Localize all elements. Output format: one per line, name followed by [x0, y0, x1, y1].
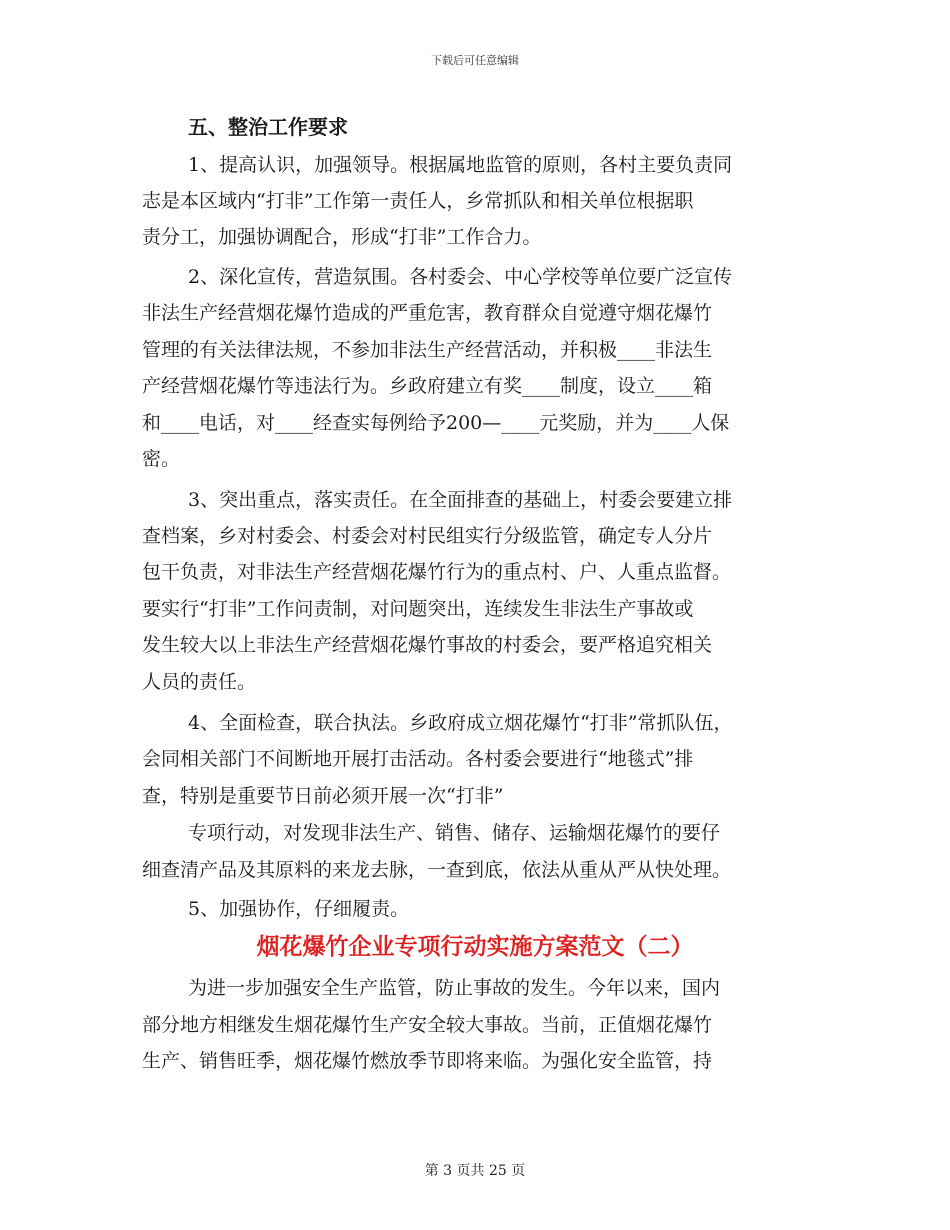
paragraph-line: 生产、销售旺季，烟花爆竹燃放季节即将来临。为强化安全监管，持 [142, 1050, 713, 1072]
paragraph-line: 1、提高认识，加强领导。根据属地监管的原则，各村主要负责同 [188, 154, 733, 176]
page-footer: 第 3 页共 25 页 [424, 1163, 526, 1179]
paragraph-line: 查档案，乡对村委会、村委会对村民组实行分级监管，确定专人分片 [142, 525, 713, 547]
paragraph-line: 专项行动，对发现非法生产、销售、储存、运输烟花爆竹的要仔 [188, 822, 721, 844]
section-title: 烟花爆竹企业专项行动实施方案范文（二） [256, 933, 694, 960]
paragraph-line: 会同相关部门不间断地开展打击活动。各村委会要进行“地毯式”排 [142, 748, 694, 770]
paragraph-line: 发生较大以上非法生产经营烟花爆竹事故的村委会，要严格追究相关 [142, 634, 713, 656]
paragraph-line: 细查清产品及其原料的来龙去脉，一查到底，依法从重从严从快处理。 [142, 859, 732, 881]
paragraph-line: 密。 [142, 448, 181, 470]
paragraph-line: 2、深化宣传，营造氛围。各村委会、中心学校等单位要广泛宣传 [188, 266, 733, 288]
paragraph-line: 非法生产经营烟花爆竹造成的严重危害，教育群众自觉遵守烟花爆竹 [142, 302, 713, 324]
paragraph-line: 责分工，加强协调配合，形成“打非”工作合力。 [142, 226, 542, 248]
paragraph-line: 包干负责，对非法生产经营烟花爆竹行为的重点村、户、人重点监督。 [142, 561, 732, 583]
paragraph-line: 查，特别是重要节日前必须开展一次“打非” [142, 785, 504, 807]
paragraph-line: 5、加强协作，仔细履责。 [188, 898, 410, 920]
paragraph-line: 管理的有关法律法规，不参加非法生产经营活动，并积极____非法生 [142, 339, 713, 361]
paragraph-line: 要实行“打非”工作问责制，对问题突出，连续发生非法生产事故或 [142, 598, 694, 620]
paragraph-line: 3、突出重点，落实责任。在全面排查的基础上，村委会要建立排 [188, 489, 733, 511]
page-header: 下载后可任意编辑 [431, 54, 519, 67]
paragraph-line: 部分地方相继发生烟花爆竹生产安全较大事故。当前，正值烟花爆竹 [142, 1014, 713, 1036]
paragraph-line: 产经营烟花爆竹等违法行为。乡政府建立有奖____制度，设立____箱 [142, 375, 713, 397]
paragraph-line: 人员的责任。 [142, 671, 257, 693]
paragraph-line: 和____电话，对____经查实每例给予200—____元奖励，并为____人保 [142, 412, 730, 434]
section-heading: 五、整治工作要求 [188, 115, 348, 139]
paragraph-line: 4、全面检查，联合执法。乡政府成立烟花爆竹“打非”常抓队伍， [188, 712, 733, 734]
paragraph-line: 为进一步加强安全生产监管，防止事故的发生。今年以来，国内 [188, 977, 721, 999]
paragraph-line: 志是本区域内“打非”工作第一责任人，乡常抓队和相关单位根据职 [142, 190, 694, 212]
